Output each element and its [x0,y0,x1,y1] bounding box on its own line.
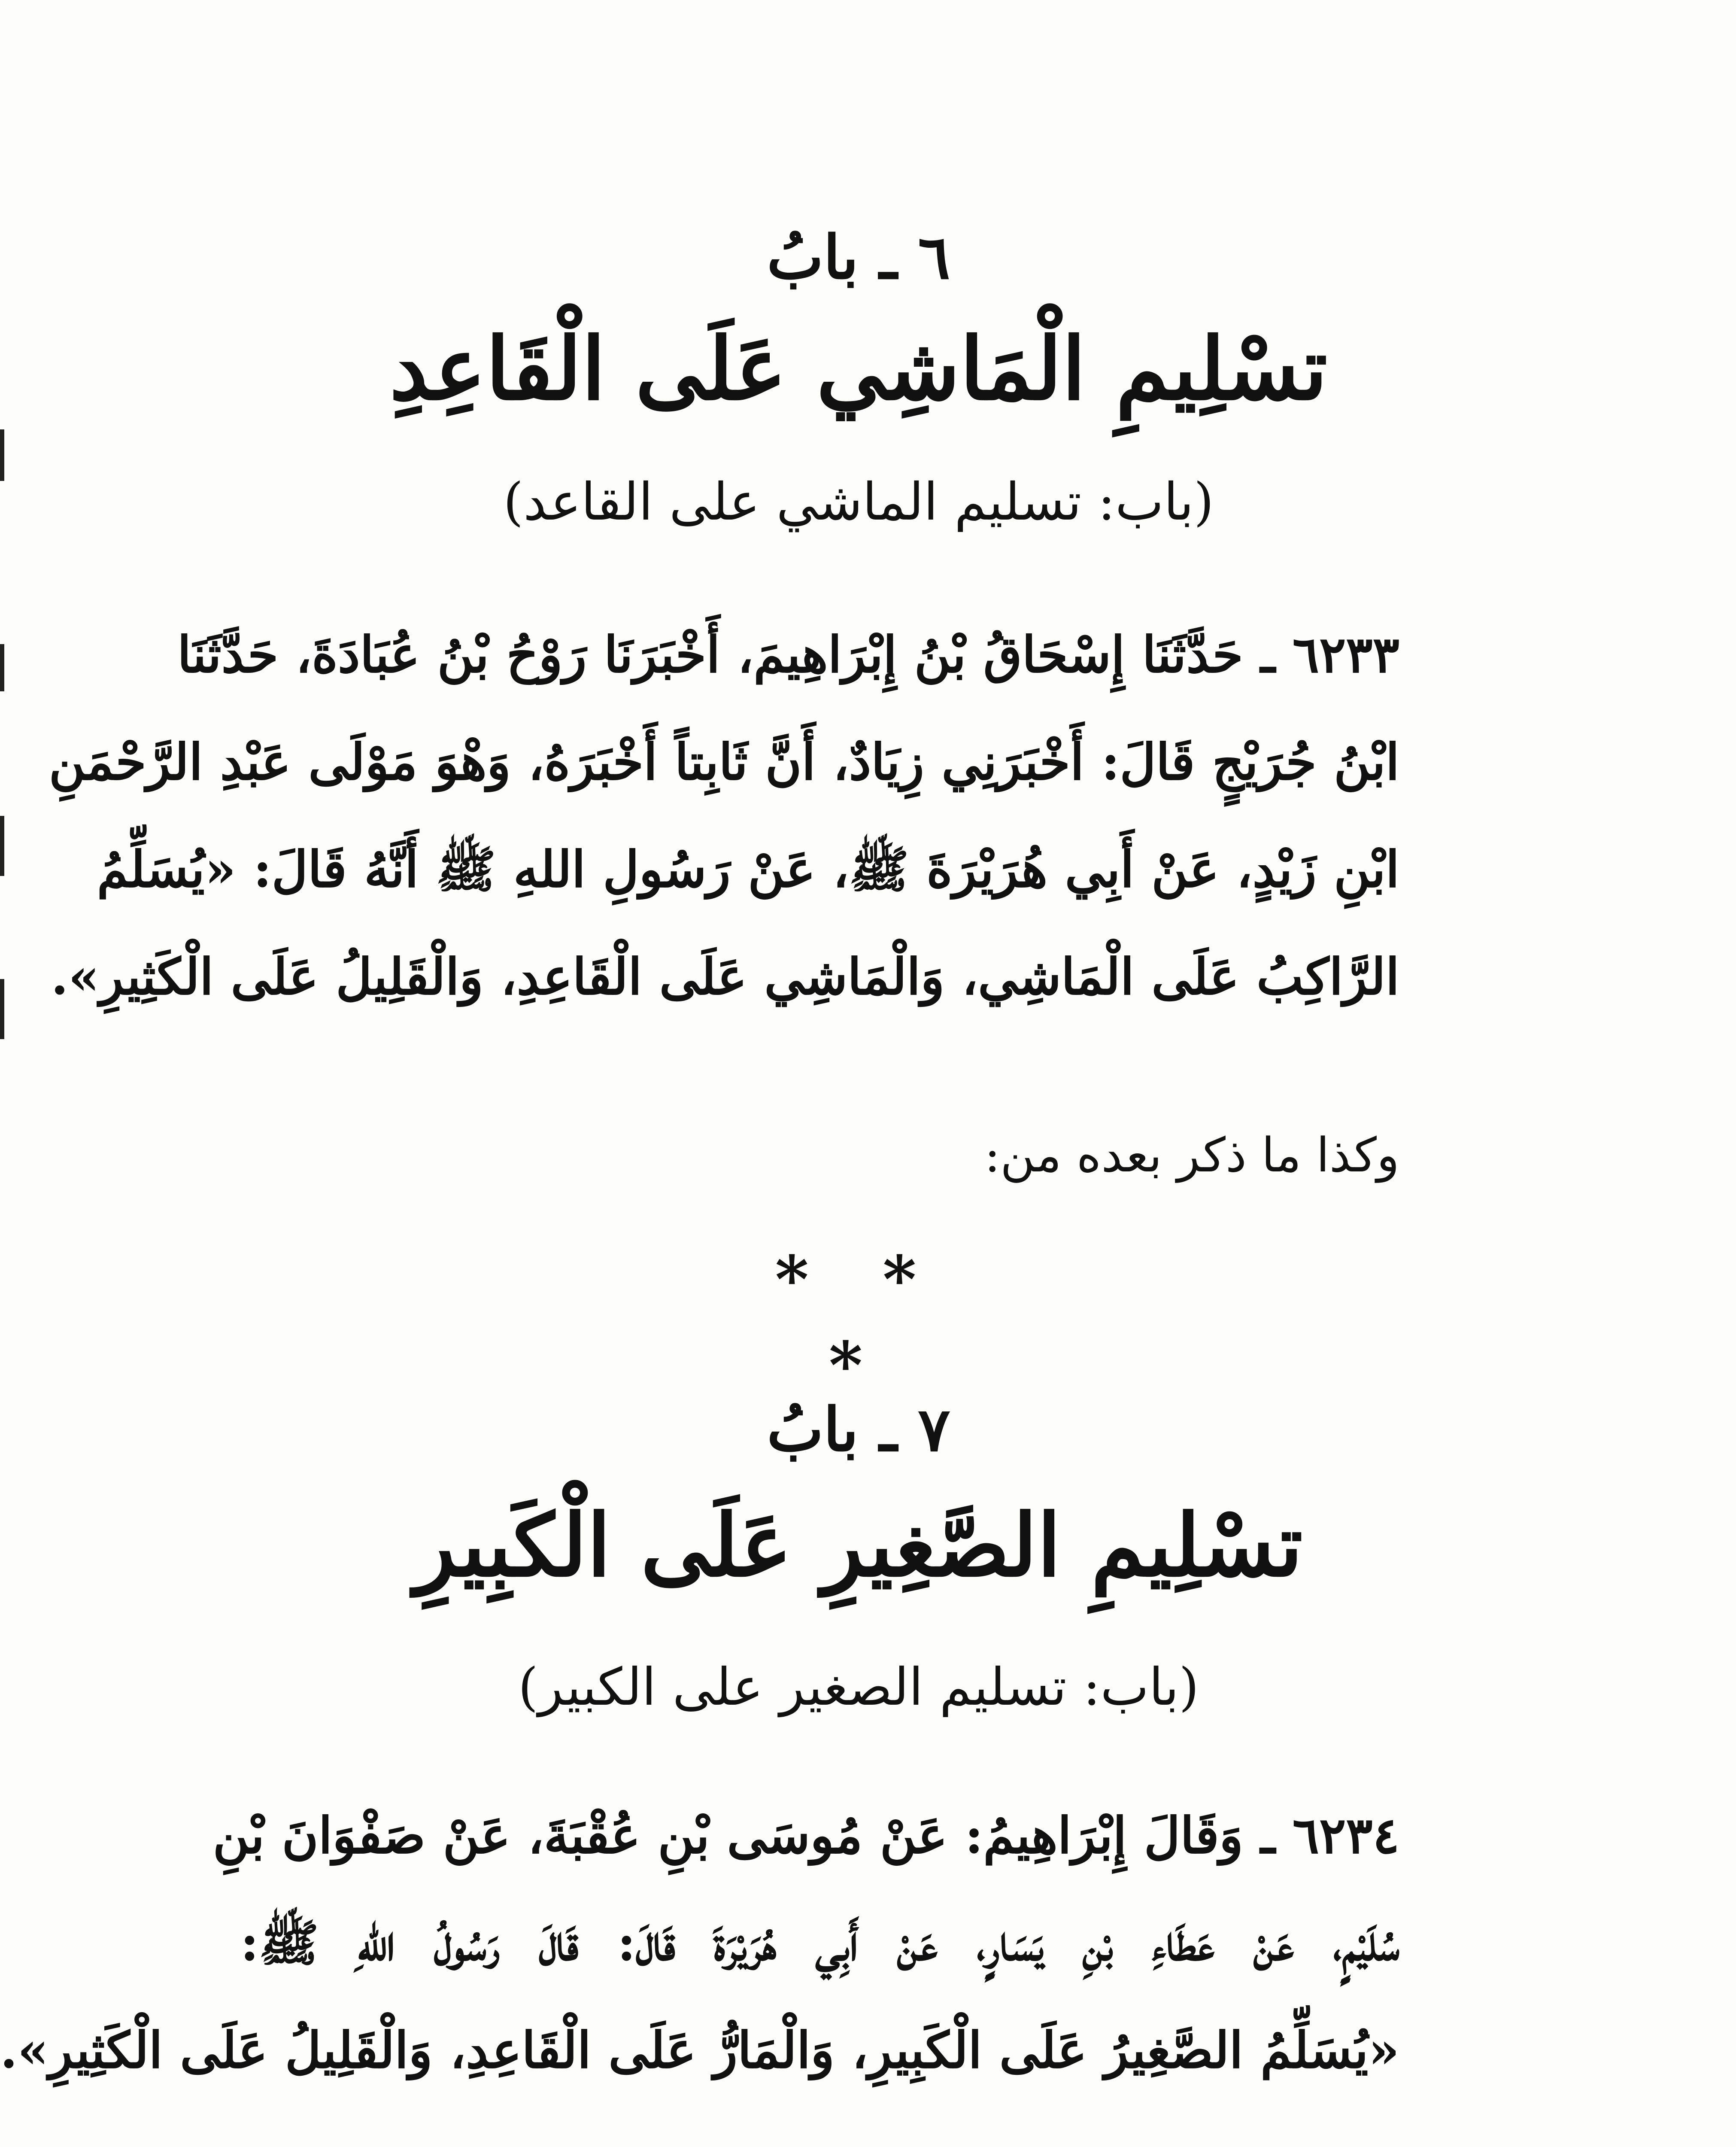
hadith-line: «يُسَلِّمُ الصَّغِيرُ عَلَى الْكَبِيرِ، وَالْمَارُّ عَلَى الْقَاعِدِ، وَالْقَلِيلُ عَلَى الْكَثِيرِ». [0,2021,1399,2080]
chapter-subtitle: (باب: تسليم الماشي على القاعد) [503,472,1214,532]
hadith-line: ٦٢٣٤ ـ وَقَالَ إِبْرَاهِيمُ: عَنْ مُوسَى بْنِ عُقْبَةَ، عَنْ صَفْوَانَ بْنِ [212,1806,1399,1865]
hadith-line: ابْنِ زَيْدٍ، عَنْ أَبِي هُرَيْرَةَ ﷺ، عَنْ رَسُولِ اللهِ ﷺ أَنَّهُ قَالَ: «يُسَلِّمُ [97,840,1399,899]
chapter-heading: ٦ ـ بابُ [767,222,950,293]
scan-edge-mark [0,979,4,1039]
hadith-line: ابْنُ جُرَيْجٍ قَالَ: أَخْبَرَنِي زِيَادٌ، أَنَّ ثَابِتاً أَخْبَرَهُ، وَهْوَ مَوْلَى عَبْدِ الرَّحْمَنِ [49,733,1399,791]
chapter-title: تسْلِيمِ الصَّغِيرِ عَلَى الْكَبِيرِ [414,1495,1303,1596]
hadith-line: الرَّاكِبُ عَلَى الْمَاشِي، وَالْمَاشِي عَلَى الْقَاعِدِ، وَالْقَلِيلُ عَلَى الْكَثِيرِ». [51,948,1399,1006]
hadith-line: سُلَيْمٍ، عَنْ عَطَاءِ بْنِ يَسَارٍ، عَنْ أَبِي هُرَيْرَةَ قَالَ: قَالَ رَسُولُ اللهِ ﷺ: [240,1914,1399,1972]
hadith-line: ٦٢٣٣ ـ حَدَّثَنَا إِسْحَاقُ بْنُ إِبْرَاهِيمَ، أَخْبَرَنَا رَوْحُ بْنُ عُبَادَةَ، حَدَّثَنَا [177,626,1399,684]
scan-edge-mark [0,644,4,691]
scan-edge-mark [0,816,4,876]
chapter-title: تسْلِيمِ الْمَاشِي عَلَى الْقَاعِدِ [389,319,1328,420]
scan-edge-mark [0,429,4,481]
chapter-subtitle: (باب: تسليم الصغير على الكبير) [518,1657,1199,1717]
hadith-text [49,601,1399,1031]
section-separator: * * * [775,1242,942,1403]
commentary-note: وكذا ما ذكر بعده من: [984,1128,1399,1183]
commentary-note [240,2143,1399,2147]
hadith-text [0,1782,1399,2104]
chapter-heading: ٧ ـ بابُ [767,1395,950,1465]
